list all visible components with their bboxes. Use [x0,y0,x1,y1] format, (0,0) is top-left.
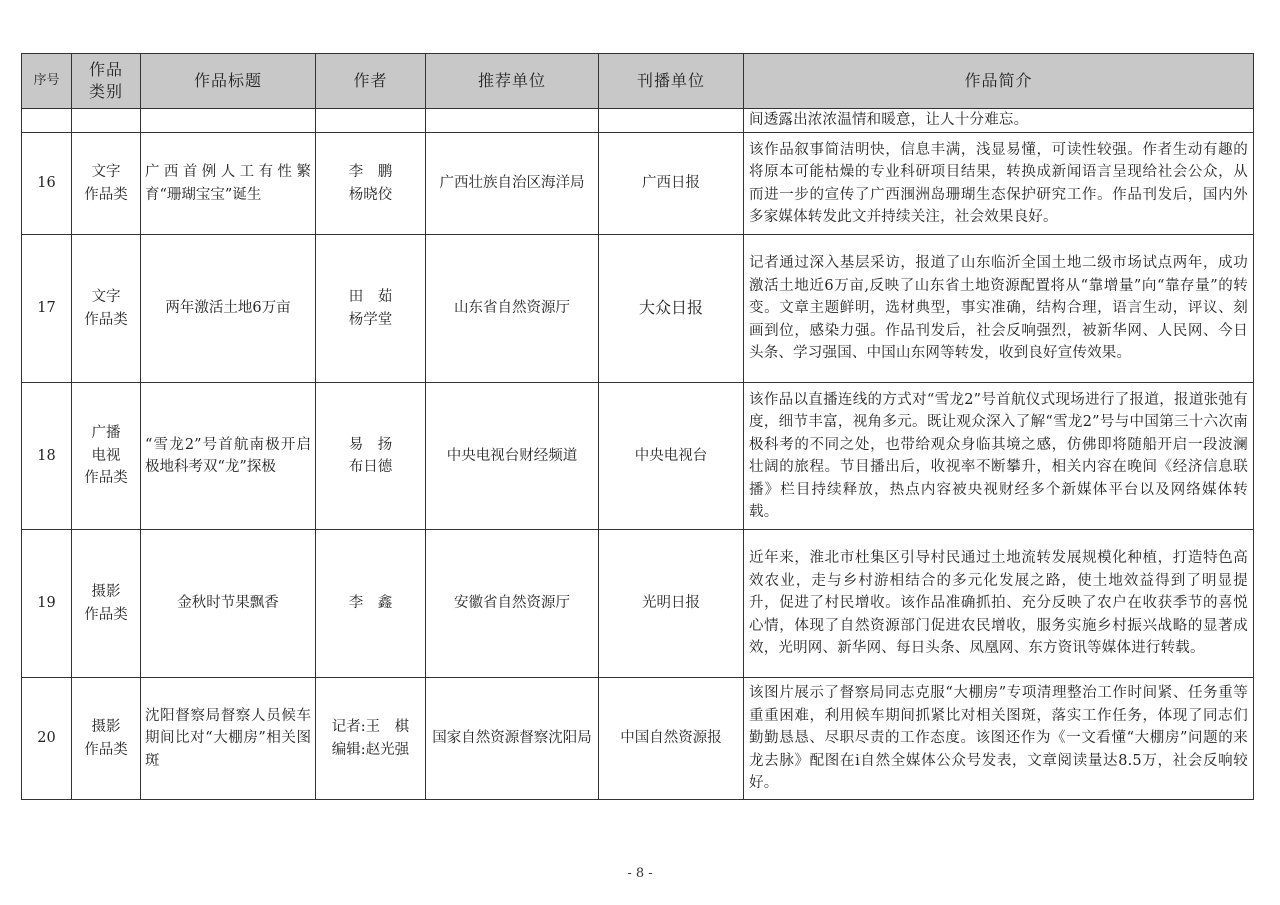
author-name: 记者:王 棋 [331,719,410,735]
header-no: 序号 [22,54,72,109]
category-line: 作品类 [84,186,128,203]
header-summary: 作品简介 [744,54,1254,109]
author-name: 杨晓佼 [348,186,393,203]
cell-recommender: 国家自然资源督察沈阳局 [426,678,599,800]
cell-category [72,530,141,678]
header-author: 作者 [316,54,426,109]
author-name: 编辑:赵光强 [331,741,410,758]
category-line: 作品类 [84,741,128,758]
cell-recommender: 山东省自然资源厅 [426,235,599,383]
cell-title: 两年激活土地6万亩 [141,235,316,383]
cell-empty [316,109,426,133]
cell-recommender: 中央电视台财经频道 [426,383,599,530]
author-name: 李 鹏 [348,164,393,180]
header-title: 作品标题 [141,54,316,109]
category-line: 广播 [91,425,121,442]
table-row [22,383,1254,530]
cell-empty [599,109,744,133]
cell-author [316,133,426,235]
cell-publisher: 中国自然资源报 [599,678,744,800]
category-line: 电视 [91,447,121,464]
cell-title: 沈阳督察局督察人员候车期间比对“大棚房”相关图斑 [141,678,316,800]
category-line: 作品类 [84,311,128,328]
cell-category [72,235,141,383]
table-row [22,678,1254,800]
table-row [22,133,1254,235]
category-line: 摄影 [91,584,121,600]
cell-title: 金秋时节果飘香 [141,530,316,678]
award-table [21,53,1254,800]
cell-author [316,530,426,678]
category-line: 文字 [91,164,121,180]
cell-publisher: 大众日报 [599,235,744,383]
cell-summary: 该图片展示了督察局同志克服“大棚房”专项清理整治工作时间紧、任务重等重重困难，利用候车期间抓紧比对相关图斑，落实工作任务，体现了同志们勤勤恳恳、尽职尽责的工作态度。该图还作为《一文看懂“大棚房”问题的来龙去脉》配图在i自然全媒体公众号发表，文章阅读量达8.5万，社会反响较好。 [744,678,1254,800]
cell-summary: 该作品以直播连线的方式对“雪龙2”号首航仪式现场进行了报道，报道张弛有度，细节丰富，视角多元。既让观众深入了解“雪龙2”号与中国第三十六次南极科考的不同之处，也带给观众身临其境之感，仿佛即将随船开启一段波澜壮阔的旅程。节目播出后，收视率不断攀升，相关内容在晚间《经济信息联播》栏目持续释放，热点内容被央视财经多个新媒体平台以及网络媒体转载。 [744,383,1254,530]
cell-author [316,383,426,530]
cell-publisher: 广西日报 [599,133,744,235]
cell-empty [72,109,141,133]
cell-author [316,235,426,383]
cell-no: 19 [22,530,72,678]
cell-summary: 近年来，淮北市杜集区引导村民通过土地流转发展规模化种植，打造特色高效农业，走与乡村游相结合的多元化发展之路，使土地效益得到了明显提升，促进了村民增收。该作品准确抓拍、充分反映了农户在收获季节的喜悦心情，体现了自然资源部门促进农民增收，服务实施乡村振兴战略的显著成效，光明网、新华网、每日头条、凤凰网、东方资讯等媒体进行转载。 [744,530,1254,678]
cell-empty [141,109,316,133]
header-category-text: 作品类别 [88,60,123,101]
cell-category [72,383,141,530]
category-line: 作品类 [84,470,128,487]
cell-no: 20 [22,678,72,800]
cell-recommender: 广西壮族自治区海洋局 [426,133,599,235]
cell-category [72,133,141,235]
cell-recommender: 安徽省自然资源厅 [426,530,599,678]
author-name: 杨学堂 [348,311,393,328]
header-recommender: 推荐单位 [426,54,599,109]
cell-empty [22,109,72,133]
header-publisher: 刊播单位 [599,54,744,109]
header-row [22,54,1254,109]
cell-summary: 该作品叙事简洁明快，信息丰满，浅显易懂，可读性较强。作者生动有趣的将原本可能枯燥的专业科研项目结果，转换成新闻语言呈现给社会公众，从而进一步的宣传了广西涠洲岛珊瑚生态保护研究工作。作品刊发后，国内外多家媒体转发此文并持续关注，社会效果良好。 [744,133,1254,235]
author-name: 李 鑫 [348,595,393,612]
author-name: 易 扬 [348,436,393,453]
author-name: 布日德 [348,459,393,475]
cell-summary: 记者通过深入基层采访，报道了山东临沂全国土地二级市场试点两年，成功激活土地近6万亩,反映了山东省土地资源配置将从“靠增量”向“靠存量”的转变。文章主题鲜明，选材典型，事实准确，结构合理，语言生动，评议、刻画到位，感染力强。作品刊发后，社会反响强烈，被新华网、人民网、今日头条、学习强国、中国山东网等转发，收到良好宣传效果。 [744,235,1254,383]
cell-summary: 间透露出浓浓温情和暖意，让人十分难忘。 [744,109,1254,133]
cell-empty [426,109,599,133]
cell-publisher: 中央电视台 [599,383,744,530]
cell-no: 16 [22,133,72,235]
table-row [22,235,1254,383]
cell-author [316,678,426,800]
cell-no: 18 [22,383,72,530]
continuation-row [22,109,1254,133]
page-number: - 8 - [627,866,653,881]
header-category [72,54,141,109]
author-name: 田 茹 [348,289,393,305]
category-line: 作品类 [84,606,128,623]
cell-no: 17 [22,235,72,383]
table-row [22,530,1254,678]
cell-category [72,678,141,800]
category-line: 文字 [91,289,121,305]
cell-title: “雪龙2”号首航南极开启极地科考双“龙”探极 [141,383,316,530]
cell-title: 广西首例人工有性繁育“珊瑚宝宝”诞生 [141,133,316,235]
category-line: 摄影 [91,719,121,735]
cell-publisher: 光明日报 [599,530,744,678]
